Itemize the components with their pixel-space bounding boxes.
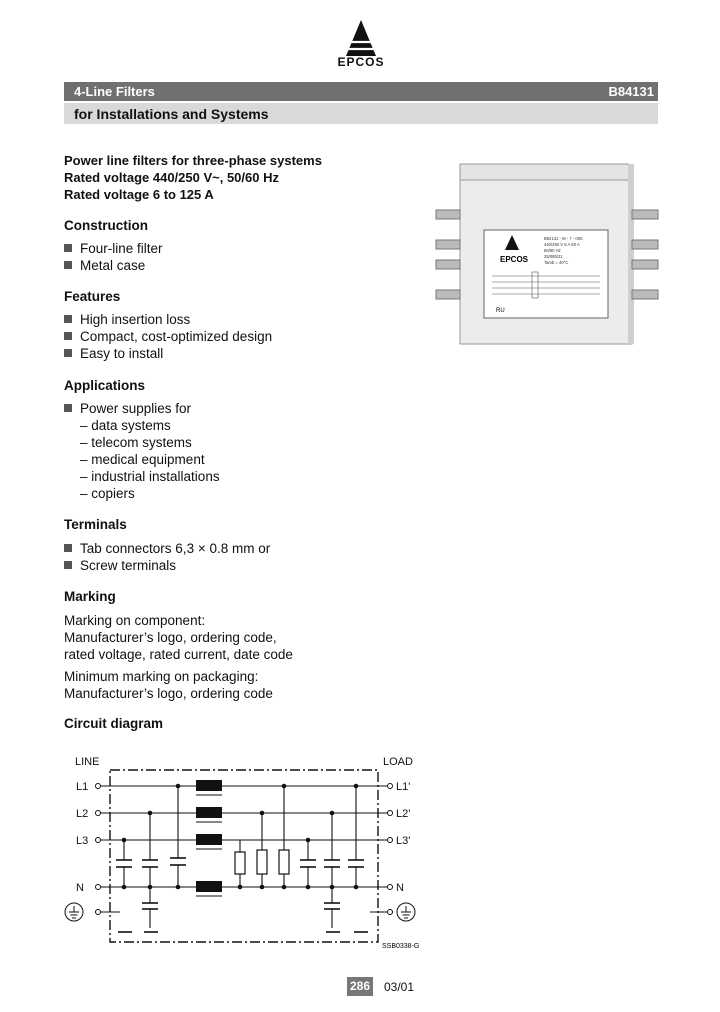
- intro-line: Power line filters for three-phase systems: [64, 153, 322, 168]
- title-bar: [64, 82, 658, 101]
- svg-text:N: N: [76, 882, 84, 894]
- list-item: High insertion loss: [64, 312, 190, 327]
- svg-text:50/60 Hz: 50/60 Hz: [544, 248, 561, 253]
- svg-text:L3': L3': [396, 835, 411, 847]
- marking-heading: Marking: [64, 589, 116, 604]
- intro-block: [64, 152, 322, 203]
- packaging-text: Minimum marking on packaging: Manufacturer’s logo, ordering code: [64, 669, 273, 701]
- svg-text:L3: L3: [76, 835, 89, 847]
- sub-item: – data systems: [80, 418, 171, 433]
- issue-date: 03/01: [384, 980, 415, 994]
- list-item: Compact, cost-optimized design: [64, 329, 272, 344]
- subtitle-bar: [64, 103, 658, 124]
- product-photo: [432, 158, 664, 348]
- intro-line: Rated voltage 440/250 V~, 50/60 Hz: [64, 170, 279, 185]
- list-item: Screw terminals: [64, 558, 176, 573]
- sub-item: – industrial installations: [80, 469, 220, 484]
- bullet-icon: [64, 404, 72, 412]
- sub-item: – telecom systems: [80, 435, 192, 450]
- svg-text:L2': L2': [396, 808, 411, 820]
- svg-text:B84131 - M - 7 - 000: B84131 - M - 7 - 000: [544, 236, 583, 241]
- page-title: 4-Line Filters: [74, 84, 155, 99]
- load-label: LOAD: [383, 756, 413, 768]
- bullet-icon: [64, 332, 72, 340]
- drawing-code: SSB0338-G: [382, 943, 420, 950]
- circuit-diagram: [60, 748, 430, 963]
- product-code: B84131: [608, 84, 654, 99]
- circuit-heading: Circuit diagram: [64, 716, 164, 731]
- applications-heading: Applications: [64, 378, 146, 393]
- svg-text:25/085/21: 25/085/21: [544, 254, 563, 259]
- sub-item: – medical equipment: [80, 452, 205, 467]
- list-item: Easy to install: [64, 346, 163, 361]
- bullet-icon: [64, 261, 72, 269]
- line-label: LINE: [75, 756, 100, 768]
- svg-text:L1': L1': [396, 781, 411, 793]
- list-item: Metal case: [64, 258, 145, 273]
- bullet-icon: [64, 544, 72, 552]
- marking-text: Marking on component: Manufacturer’s logo, ordering code, rated voltage, rated current, date code: [64, 613, 293, 662]
- svg-text:Tamb = 40°C: Tamb = 40°C: [544, 260, 569, 265]
- terminals-heading: Terminals: [64, 517, 127, 532]
- list-item: Tab connectors 6,3 × 0.8 mm or: [64, 541, 270, 556]
- svg-text:N: N: [396, 882, 404, 894]
- bullet-icon: [64, 561, 72, 569]
- svg-text:L2: L2: [76, 808, 89, 820]
- label-brand: EPCOS: [500, 255, 529, 264]
- list-item: Power supplies for: [64, 401, 191, 416]
- sub-item: – copiers: [80, 486, 135, 501]
- bullet-icon: [64, 315, 72, 323]
- page-number: 286: [347, 977, 373, 996]
- features-heading: Features: [64, 289, 121, 304]
- svg-text:440/250 V 6 A 50 A: 440/250 V 6 A 50 A: [544, 242, 580, 247]
- list-item: Four-line filter: [64, 241, 163, 256]
- brand-name: EPCOS: [337, 55, 385, 69]
- bullet-icon: [64, 349, 72, 357]
- svg-text:RU: RU: [496, 308, 505, 314]
- svg-text:L1: L1: [76, 781, 89, 793]
- construction-heading: Construction: [64, 218, 148, 233]
- bullet-icon: [64, 244, 72, 252]
- page-subtitle: for Installations and Systems: [74, 106, 269, 122]
- intro-line: Rated voltage 6 to 125 A: [64, 187, 214, 202]
